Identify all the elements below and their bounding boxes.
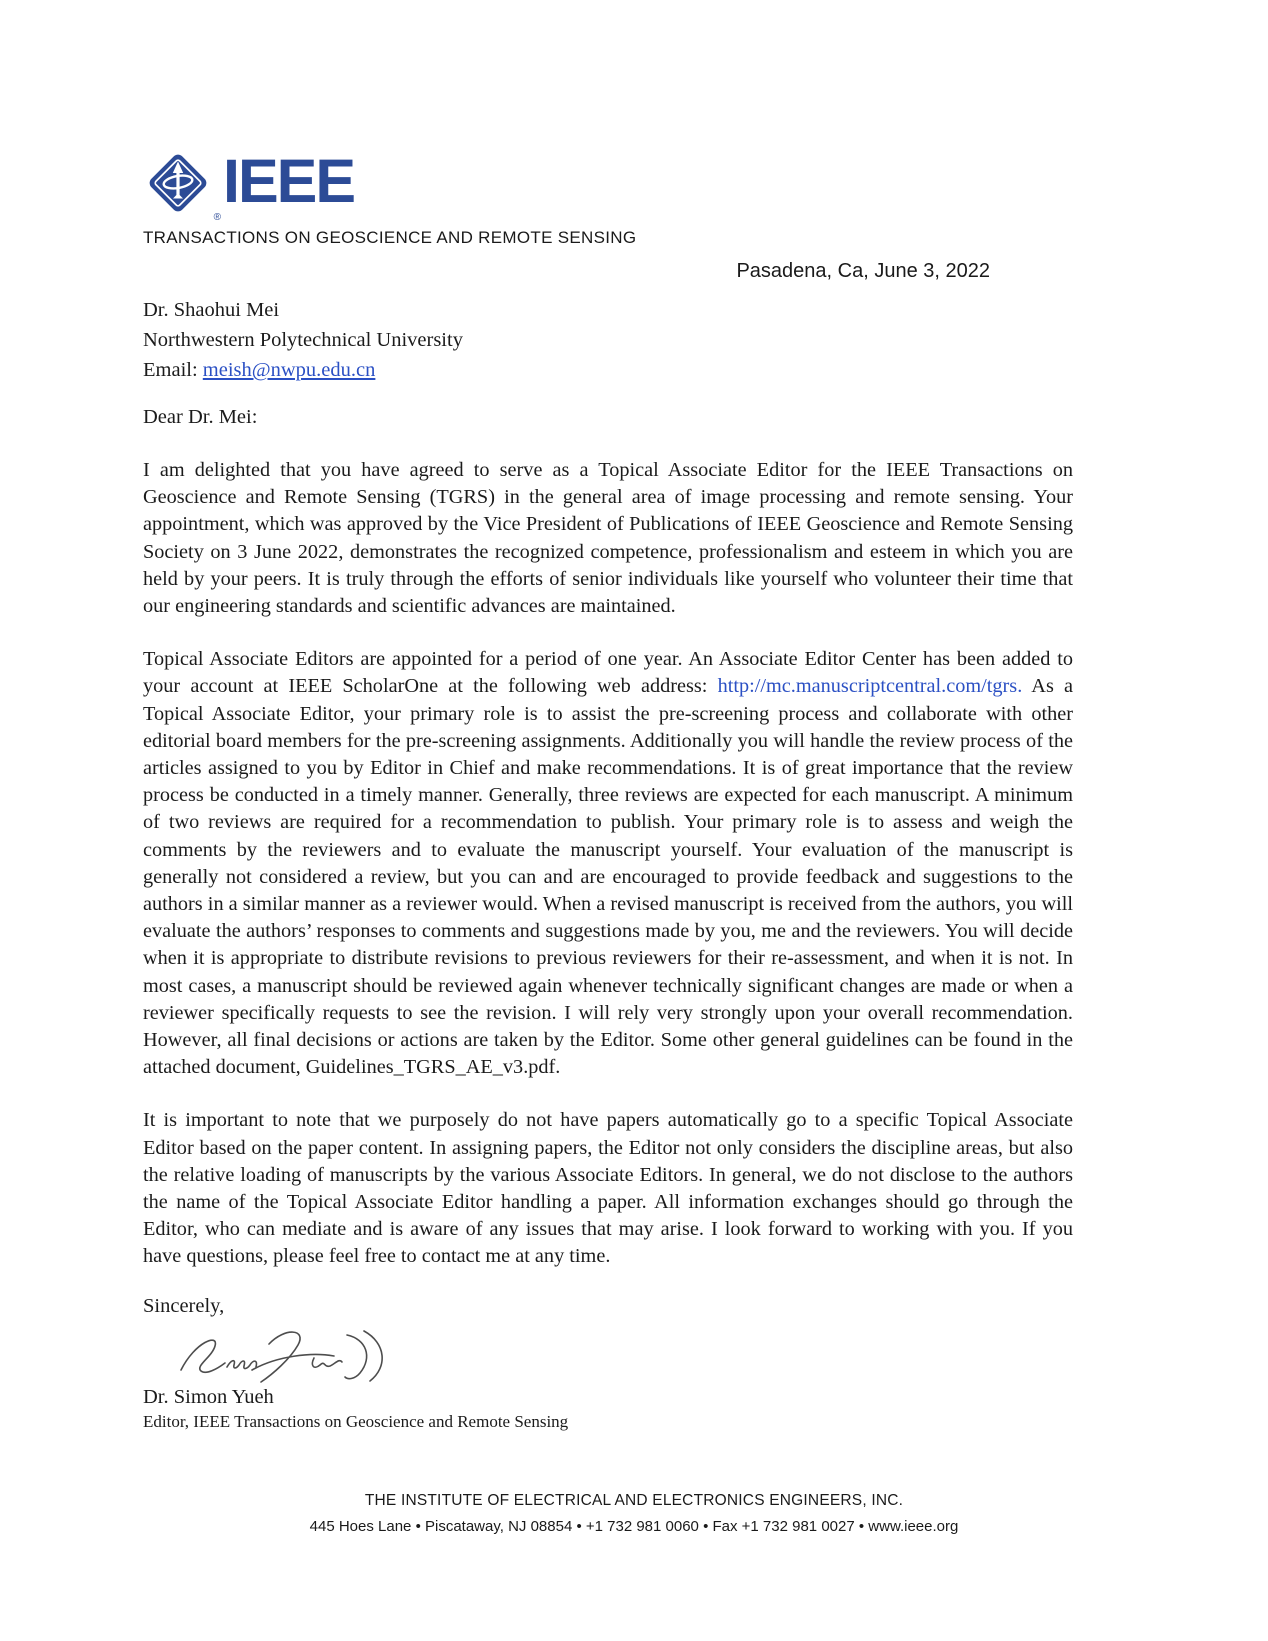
ieee-logo [143, 147, 1073, 223]
recipient-name: Dr. Shaohui Mei [143, 299, 280, 321]
closing-sincerely: Sincerely, [143, 1294, 225, 1317]
paragraph-role [143, 646, 1073, 1081]
footer-institute: THE INSTITUTE OF ELECTRICAL AND ELECTRONICS ENGINEERS, INC. [364, 1492, 904, 1509]
letter-content [143, 0, 1073, 1432]
footer [0, 1492, 1268, 1535]
ieee-diamond-icon [143, 148, 221, 223]
signer-title: Editor, IEEE Transactions on Geoscience and Remote Sensing [143, 1411, 569, 1431]
salutation: Dear Dr. Mei: [143, 406, 258, 428]
email-link[interactable]: meish@nwpu.edu.cn [202, 359, 376, 381]
paragraph-assignment-policy: It is important to note that we purposely do not have papers automatically go to a specific Topical Associate Editor based on the paper content. In assigning papers, the Editor not only considers the discipline areas, but also the relative loading of manuscripts by the various Associate Editors. In general, we do not disclose to the authors the name of the Topical Associate Editor handling a paper. All information exchanges should go through the Editor, who can mediate and is aware of any issues that may arise. I look forward to working with you. If you have questions, please feel free to contact me at any time. [143, 1109, 1073, 1268]
paragraph-appointment: I am delighted that you have agreed to serve as a Topical Associate Editor for the IEEE Transactions on Geoscience and Remote Sensing (TGRS) in the general area of image processing and remote sensing. Your appointment, which was approved by the Vice President of Publications of IEEE Geoscience and Remote Sensing Society on 3 June 2022, demonstrates the recognized competence, professionalism and esteem in which you are held by your peers. It is truly through the efforts of senior individuals like yourself who volunteer their time that our engineering standards and scientific advances are maintained. [143, 459, 1073, 618]
recipient-block [143, 295, 1073, 385]
ieee-wordmark: IEEE [223, 147, 355, 215]
footer-address: 445 Hoes Lane • Piscataway, NJ 08854 • +1 732 981 0060 • Fax +1 732 981 0027 • www.ieee.org [309, 1518, 959, 1535]
paragraph-role-text-before: Topical Associate Editors are appointed for a period of one year. An Associate Editor Center has been added to your account at IEEE ScholarOne at the following web address: [143, 648, 1073, 698]
email-label: Email: [143, 359, 198, 381]
manuscriptcentral-link[interactable]: http://mc.manuscriptcentral.com/tgrs. [717, 675, 1023, 698]
registered-mark-icon: ® [213, 212, 221, 223]
signature-image [173, 1324, 405, 1384]
paragraph-role-text-after: As a Topical Associate Editor, your primary role is to assist the pre-screening process and collaborate with other editorial board members for the pre-screening assignments. Additionally you will handle the review process of the articles assigned to you by Editor in Chief and make recommendations. It is of great importance that the review process be conducted in a timely manner. Generally, three reviews are expected for each manuscript. A minimum of two reviews are required for a recommendation to publish. Your primary role is to assess and weigh the comments by the reviewers and to evaluate the manuscript yourself. Your evaluation of the manuscript is generally not considered a review, but you can and are encouraged to provide feedback and suggestions to the authors in a similar manner as a reviewer would. When a revised manuscript is received from the authors, you will evaluate the authors’ responses to comments and suggestions made by you, me and the reviewers. You will decide when it is appropriate to distribute revisions to previous reviewers for their re-assessment, and when it is not. In most cases, a manuscript should be reviewed again whenever technically significant changes are made or when a reviewer specifically requests to see the revision. I will rely very strongly upon your overall recommendation. However, all final decisions or actions are taken by the Editor. Some other general guidelines can be found in the attached document, Guidelines_TGRS_AE_v3.pdf. [143, 675, 1073, 1079]
recipient-affiliation: Northwestern Polytechnical University [143, 329, 463, 351]
recipient-email-row [143, 355, 1073, 385]
letterhead-title: TRANSACTIONS ON GEOSCIENCE AND REMOTE SENSING [143, 228, 637, 247]
signer-name: Dr. Simon Yueh [143, 1385, 274, 1408]
date-line: Pasadena, Ca, June 3, 2022 [736, 260, 990, 282]
